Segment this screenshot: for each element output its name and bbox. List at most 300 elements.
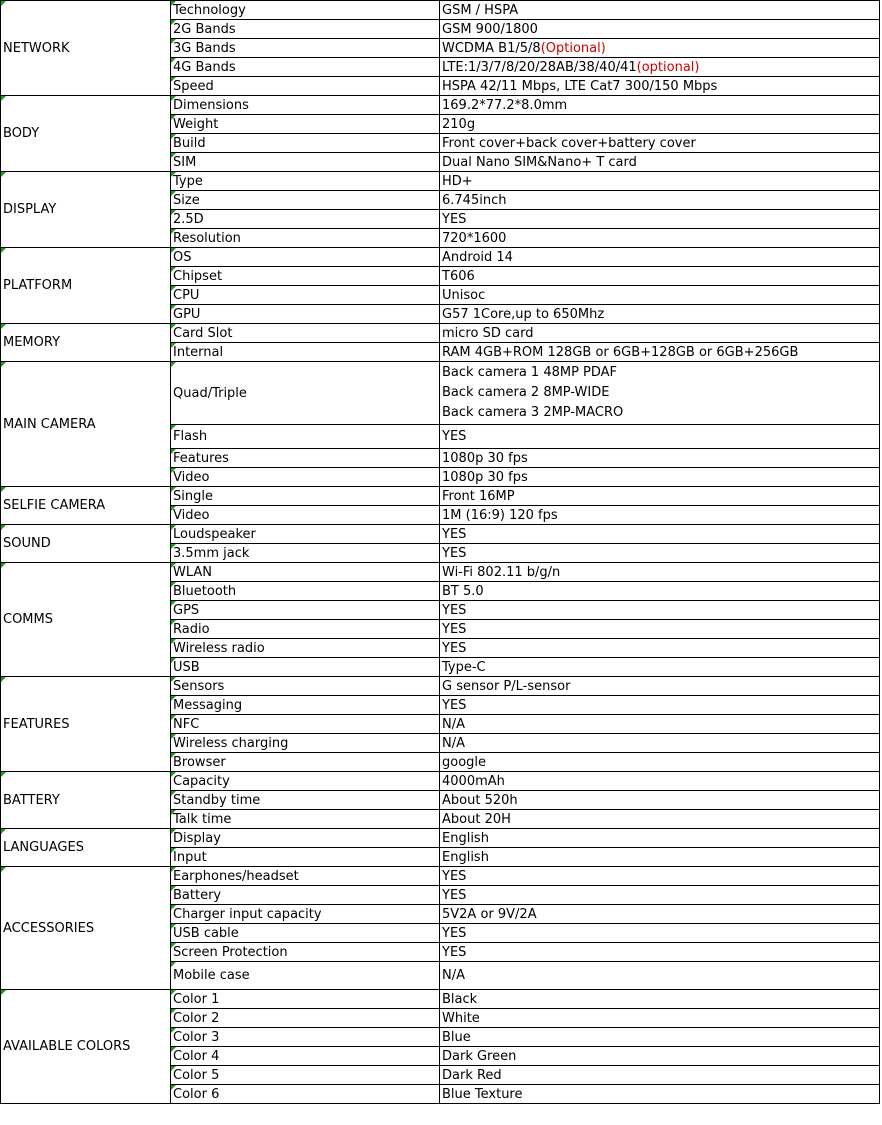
comment-marker-icon (171, 658, 176, 663)
spec-label-text: Browser (173, 754, 226, 770)
comment-marker-icon (171, 1, 176, 6)
spec-label (171, 867, 440, 886)
spec-label (171, 772, 440, 791)
spec-value (440, 772, 880, 791)
spec-label-text: USB cable (173, 925, 239, 941)
spec-label (171, 810, 440, 829)
spec-value (440, 248, 880, 267)
spec-label-text: OS (173, 249, 192, 265)
spec-value (440, 715, 880, 734)
section-body (1, 96, 171, 172)
spec-label (171, 715, 440, 734)
section-selfie-camera (1, 487, 171, 525)
spec-label (171, 506, 440, 525)
spec-label (171, 601, 440, 620)
spec-value (440, 305, 880, 324)
spec-value (440, 468, 880, 487)
comment-marker-icon (171, 305, 176, 310)
spec-value-text: Front 16MP (442, 488, 515, 504)
spec-value (440, 848, 880, 867)
spec-value-text: RAM 4GB+ROM 128GB or 6GB+128GB or 6GB+256GB (442, 344, 799, 360)
spec-value-text: HSPA 42/11 Mbps, LTE Cat7 300/150 Mbps (442, 78, 718, 94)
spec-value (440, 343, 880, 362)
table-row (1, 1, 880, 20)
spec-value-text: Dual Nano SIM&Nano+ T card (442, 154, 637, 170)
section-platform (1, 248, 171, 324)
spec-label (171, 58, 440, 77)
spec-label-text: Color 2 (173, 1010, 220, 1026)
section-memory (1, 324, 171, 362)
spec-label (171, 468, 440, 487)
comment-marker-icon (1, 172, 6, 177)
comment-marker-icon (171, 1009, 176, 1014)
comment-marker-icon (171, 544, 176, 549)
spec-value (440, 115, 880, 134)
spec-label-text: 3.5mm jack (173, 545, 250, 561)
spec-label-text: 3G Bands (173, 40, 236, 56)
spec-value-text: Type-C (442, 659, 486, 675)
spec-label (171, 1066, 440, 1085)
spec-value-text: 720*1600 (442, 230, 507, 246)
spec-label-text: Chipset (173, 268, 223, 284)
spec-value-text: YES (442, 602, 467, 618)
section-features (1, 677, 171, 772)
spec-label-text: Earphones/headset (173, 868, 299, 884)
comment-marker-icon (1, 362, 6, 367)
spec-value-text: YES (442, 925, 467, 941)
spec-value (440, 696, 880, 715)
comment-marker-icon (171, 1085, 176, 1090)
comment-marker-icon (171, 506, 176, 511)
spec-label-text: Technology (173, 2, 246, 18)
section-title: AVAILABLE COLORS (3, 1039, 131, 1054)
spec-label-text: Standby time (173, 792, 261, 808)
comment-marker-icon (171, 449, 176, 454)
spec-value-text: N/A (442, 968, 465, 983)
spec-value-text: Dark Red (442, 1067, 502, 1083)
spec-value (440, 77, 880, 96)
comment-marker-icon (171, 696, 176, 701)
spec-label (171, 286, 440, 305)
table-row (1, 867, 880, 886)
spec-label (171, 734, 440, 753)
comment-marker-icon (171, 324, 176, 329)
comment-marker-icon (171, 20, 176, 25)
spec-value-text: Black (442, 991, 478, 1007)
spec-value-text: G57 1Core,up to 650Mhz (442, 306, 605, 322)
spec-value (440, 1028, 880, 1047)
spec-value-line: Back camera 3 2MP-MACRO (442, 405, 624, 420)
spec-value-text: About 20H (442, 811, 511, 827)
table-row (1, 525, 880, 544)
comment-marker-icon (171, 848, 176, 853)
spec-value-text: Blue (442, 1029, 471, 1045)
spec-value (440, 229, 880, 248)
spec-label (171, 639, 440, 658)
spec-value (440, 362, 880, 425)
comment-marker-icon (171, 943, 176, 948)
spec-label (171, 990, 440, 1009)
table-row (1, 96, 880, 115)
spec-value-text: YES (442, 545, 467, 561)
spec-label-text: Speed (173, 78, 214, 94)
spec-label-text: Color 5 (173, 1067, 220, 1083)
spec-value (440, 829, 880, 848)
spec-label (171, 96, 440, 115)
spec-value-text: 1080p 30 fps (442, 469, 528, 485)
spec-label-text: Charger input capacity (173, 906, 322, 922)
spec-value-text: YES (442, 621, 467, 637)
spec-label (171, 620, 440, 639)
section-title: ACCESSORIES (3, 920, 95, 936)
spec-table-body (1, 1, 880, 1104)
spec-value-text: Dark Green (442, 1048, 517, 1064)
section-main-camera (1, 362, 171, 487)
spec-label (171, 677, 440, 696)
spec-label-text: Single (173, 488, 213, 504)
spec-value (440, 324, 880, 343)
comment-marker-icon (171, 191, 176, 196)
comment-marker-icon (171, 362, 176, 367)
spec-value (440, 20, 880, 39)
spec-value (440, 267, 880, 286)
spec-label (171, 1009, 440, 1028)
section-title: FEATURES (3, 716, 70, 732)
spec-value-text: 1M (16:9) 120 fps (442, 507, 558, 523)
table-row (1, 829, 880, 848)
spec-label (171, 791, 440, 810)
section-title: MEMORY (3, 335, 61, 350)
comment-marker-icon (171, 677, 176, 682)
section-title: LANGUAGES (3, 840, 84, 855)
spec-label-text: Bluetooth (173, 583, 237, 599)
spec-label-text: 4G Bands (173, 59, 236, 75)
spec-label (171, 1, 440, 20)
comment-marker-icon (1, 324, 6, 329)
comment-marker-icon (1, 96, 6, 101)
section-battery (1, 772, 171, 829)
comment-marker-icon (1, 248, 6, 253)
spec-label (171, 905, 440, 924)
comment-marker-icon (171, 58, 176, 63)
comment-marker-icon (1, 867, 6, 872)
spec-label (171, 191, 440, 210)
section-title: NETWORK (3, 40, 70, 56)
spec-label (171, 544, 440, 563)
comment-marker-icon (171, 425, 176, 430)
spec-value (440, 210, 880, 229)
spec-label (171, 943, 440, 962)
spec-value (440, 1066, 880, 1085)
spec-label-text: Card Slot (173, 325, 233, 341)
spec-value-text: About 520h (442, 792, 518, 808)
spec-label-text: GPU (173, 306, 201, 322)
spec-label-text: Input (173, 849, 207, 865)
section-accessories (1, 867, 171, 990)
spec-value-text: Android 14 (442, 249, 513, 265)
section-title: BATTERY (3, 792, 60, 808)
spec-label-text: Loudspeaker (173, 526, 256, 542)
comment-marker-icon (171, 172, 176, 177)
spec-label (171, 924, 440, 943)
spec-value (440, 1009, 880, 1028)
spec-label (171, 848, 440, 867)
spec-label (171, 525, 440, 544)
spec-label-text: Build (173, 135, 206, 151)
spec-value (440, 425, 880, 449)
spec-value (440, 286, 880, 305)
spec-label-text: Type (173, 173, 203, 189)
spec-value-text: G sensor P/L-sensor (442, 678, 571, 694)
spec-value-text: WCDMA B1/5/8 (442, 40, 541, 56)
spec-value-note: (optional) (636, 59, 700, 75)
comment-marker-icon (171, 990, 176, 995)
spec-value (440, 639, 880, 658)
spec-label (171, 563, 440, 582)
spec-label-text: SIM (173, 154, 197, 170)
spec-value (440, 544, 880, 563)
spec-label-text: Flash (173, 429, 208, 444)
spec-value-text: 6.745inch (442, 192, 507, 208)
spec-label-text: 2G Bands (173, 21, 236, 37)
spec-label-text: CPU (173, 287, 200, 303)
spec-label (171, 487, 440, 506)
spec-value (440, 449, 880, 468)
comment-marker-icon (171, 39, 176, 44)
comment-marker-icon (171, 115, 176, 120)
spec-label-text: NFC (173, 716, 200, 732)
spec-value-text: Blue Texture (442, 1086, 523, 1102)
spec-value (440, 563, 880, 582)
spec-value-text: Wi-Fi 802.11 b/g/n (442, 564, 561, 580)
comment-marker-icon (171, 601, 176, 606)
spec-value-text: HD+ (442, 173, 473, 189)
comment-marker-icon (171, 1066, 176, 1071)
spec-value (440, 96, 880, 115)
section-title: BODY (3, 126, 40, 141)
spec-label-text: Screen Protection (173, 944, 288, 960)
comment-marker-icon (171, 829, 176, 834)
spec-label (171, 582, 440, 601)
spec-label (171, 658, 440, 677)
comment-marker-icon (171, 791, 176, 796)
spec-label (171, 77, 440, 96)
spec-label (171, 229, 440, 248)
comment-marker-icon (171, 753, 176, 758)
spec-value-text: google (442, 754, 487, 770)
comment-marker-icon (1, 772, 6, 777)
spec-label-text: Color 1 (173, 991, 220, 1007)
comment-marker-icon (171, 620, 176, 625)
spec-value-text: 4000mAh (442, 773, 505, 789)
spec-value-text: YES (442, 887, 467, 903)
spec-label (171, 210, 440, 229)
section-languages (1, 829, 171, 867)
spec-value (440, 39, 880, 58)
table-row (1, 324, 880, 343)
spec-label (171, 886, 440, 905)
comment-marker-icon (171, 734, 176, 739)
spec-value-text: BT 5.0 (442, 583, 484, 599)
spec-label (171, 324, 440, 343)
comment-marker-icon (171, 810, 176, 815)
section-comms (1, 563, 171, 677)
comment-marker-icon (171, 210, 176, 215)
spec-label (171, 1085, 440, 1104)
spec-label (171, 115, 440, 134)
spec-label-text: Video (173, 469, 210, 485)
spec-value-text: T606 (442, 268, 475, 284)
spec-label (171, 1047, 440, 1066)
comment-marker-icon (1, 990, 6, 995)
section-network (1, 1, 171, 96)
spec-value (440, 1085, 880, 1104)
comment-marker-icon (171, 343, 176, 348)
comment-marker-icon (171, 267, 176, 272)
comment-marker-icon (171, 563, 176, 568)
spec-value-note: (Optional) (540, 40, 606, 56)
spec-label (171, 962, 440, 990)
spec-value-text: N/A (442, 716, 465, 732)
spec-value (440, 905, 880, 924)
spec-value-text: YES (442, 697, 467, 713)
spec-value (440, 658, 880, 677)
spec-value-text: White (442, 1010, 480, 1026)
comment-marker-icon (171, 77, 176, 82)
comment-marker-icon (171, 1028, 176, 1033)
spec-label-text: Features (173, 450, 229, 466)
table-row (1, 990, 880, 1009)
section-title: PLATFORM (3, 278, 73, 293)
spec-label-text: Capacity (173, 773, 230, 789)
spec-label-text: Weight (173, 116, 219, 132)
spec-label-text: Battery (173, 887, 222, 903)
spec-label-text: USB (173, 659, 200, 675)
comment-marker-icon (171, 525, 176, 530)
comment-marker-icon (171, 286, 176, 291)
spec-label (171, 305, 440, 324)
spec-label (171, 1028, 440, 1047)
spec-label (171, 248, 440, 267)
spec-value-text: 1080p 30 fps (442, 450, 528, 466)
spec-label-text: Wireless charging (173, 735, 289, 751)
spec-value-text: YES (442, 868, 467, 884)
comment-marker-icon (171, 134, 176, 139)
table-row (1, 362, 880, 425)
comment-marker-icon (171, 248, 176, 253)
section-available-colors (1, 990, 171, 1104)
table-row (1, 677, 880, 696)
spec-value (440, 990, 880, 1009)
spec-value (440, 677, 880, 696)
spec-label-text: Color 3 (173, 1029, 220, 1045)
table-row (1, 487, 880, 506)
spec-value-text: English (442, 830, 489, 846)
spec-label (171, 449, 440, 468)
spec-label-text: Resolution (173, 230, 241, 246)
spec-value-text: micro SD card (442, 325, 534, 341)
spec-value-text: 210g (442, 116, 476, 132)
spec-value (440, 134, 880, 153)
spec-value-text: English (442, 849, 489, 865)
spec-value (440, 620, 880, 639)
spec-label (171, 172, 440, 191)
spec-label-text: Color 6 (173, 1086, 220, 1102)
spec-label (171, 829, 440, 848)
spec-value-text: YES (442, 211, 467, 227)
spec-value-text: YES (442, 429, 467, 444)
spec-label-text: Quad/Triple (173, 385, 247, 401)
spec-value (440, 153, 880, 172)
spec-value-text: YES (442, 526, 467, 542)
comment-marker-icon (171, 1047, 176, 1052)
table-row (1, 172, 880, 191)
spec-label-text: 2.5D (173, 211, 204, 227)
spec-label-text: Messaging (173, 697, 243, 713)
spec-value-text: YES (442, 944, 467, 960)
spec-label (171, 20, 440, 39)
comment-marker-icon (171, 962, 176, 967)
comment-marker-icon (171, 468, 176, 473)
spec-label-text: GPS (173, 602, 200, 618)
section-title: MAIN CAMERA (3, 416, 96, 432)
spec-value (440, 886, 880, 905)
comment-marker-icon (171, 886, 176, 891)
spec-value-text: GSM 900/1800 (442, 21, 538, 37)
spec-value-text: Front cover+back cover+battery cover (442, 135, 696, 151)
spec-label (171, 753, 440, 772)
spec-label (171, 696, 440, 715)
spec-value (440, 1047, 880, 1066)
spec-value-text: Unisoc (442, 287, 486, 303)
comment-marker-icon (1, 829, 6, 834)
comment-marker-icon (171, 905, 176, 910)
comment-marker-icon (171, 487, 176, 492)
spec-label (171, 425, 440, 449)
comment-marker-icon (171, 96, 176, 101)
spec-value-text: LTE:1/3/7/8/20/28AB/38/40/41 (442, 59, 637, 75)
spec-value (440, 582, 880, 601)
comment-marker-icon (171, 867, 176, 872)
spec-value (440, 525, 880, 544)
spec-label-text: WLAN (173, 564, 213, 580)
comment-marker-icon (171, 715, 176, 720)
spec-label-text: Video (173, 507, 210, 523)
comment-marker-icon (171, 772, 176, 777)
spec-value (440, 58, 880, 77)
section-title: COMMS (3, 612, 53, 627)
section-title: DISPLAY (3, 202, 57, 217)
spec-value-text: YES (442, 640, 467, 656)
spec-label-text: Sensors (173, 678, 225, 694)
spec-label (171, 153, 440, 172)
spec-label-text: Display (173, 830, 221, 846)
spec-value (440, 810, 880, 829)
spec-label (171, 134, 440, 153)
spec-label (171, 267, 440, 286)
spec-label-text: Internal (173, 344, 224, 360)
section-display (1, 172, 171, 248)
spec-value (440, 1, 880, 20)
comment-marker-icon (171, 229, 176, 234)
spec-value-text: 5V2A or 9V/2A (442, 906, 537, 922)
spec-value-text: GSM / HSPA (442, 2, 519, 18)
comment-marker-icon (171, 153, 176, 158)
comment-marker-icon (1, 563, 6, 568)
comment-marker-icon (1, 525, 6, 530)
spec-label-text: Color 4 (173, 1048, 220, 1064)
spec-value (440, 962, 880, 990)
